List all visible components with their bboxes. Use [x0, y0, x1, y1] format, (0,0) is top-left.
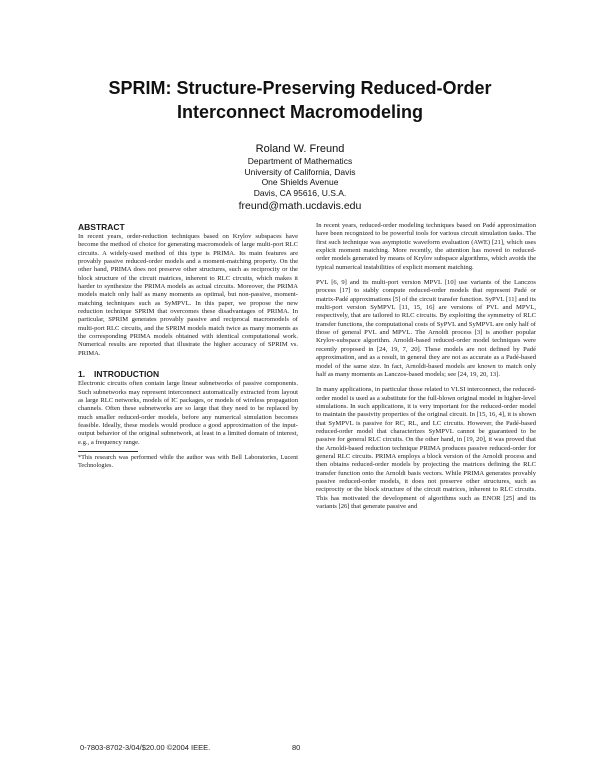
copyright-notice: 0-7803-8702-3/04/$20.00 ©2004 IEEE. [80, 743, 211, 752]
section-number: 1. [78, 369, 86, 380]
abstract-text: In recent years, order-reduction techniques based on Krylov subspaces have become the method of choice for generating macromodels of large multi-port RLC circuits. A widely-used method of this type is PRIMA. Its main features are provably passive reduced-order models and a moment-matching property. On the other hand, PRIMA does not preserve other structures, such as reciprocity or the block structure of the circuit matrices, inherent to RLC circuits, which makes it harder to synthesize the PRIMA models as actual circuits. Moreover, the PRIMA models match only half as many moments as optimal, but non-passive, moment-matching techniques such as SyMPVL. In this paper, we propose the new reduction technique SPRIM that overcomes these disadvantages of PRIMA. In particular, SPRIM generates provably passive and reciprocal macromodels of multi-port RLC circuits, and the SPRIM models match twice as many moments as the corresponding PRIMA models obtained with identical computational work. Numerical results are reported that illustrate the higher accuracy of SPRIM vs. PRIMA. [78, 233, 298, 357]
introduction-heading [78, 369, 298, 379]
author-department: Department of Mathematics [247, 156, 353, 166]
page-number: 80 [292, 743, 301, 752]
author-university: University of California, Davis [244, 166, 356, 177]
author-city: Davis, CA 95616, U.S.A. [253, 187, 347, 198]
author-email: freund@math.ucdavis.edu [238, 200, 362, 212]
author-name: Roland W. Freund [255, 143, 345, 155]
title-line-1: SPRIM: Structure-Preserving Reduced-Order [108, 78, 492, 98]
paragraph-1: In recent years, reduced-order modeling techniques based on Padé approximation have been recognized to be powerful tools for various circuit simulation tasks. The first such technique was asymptotic waveform evaluation (AWE) [21], which uses explicit moment matching. More recently, the attention has moved to reduced-order models generated by means of Krylov subspace algorithms, which avoids the typical numerical instabilities of explicit moment matching. [316, 222, 536, 271]
section-title: INTRODUCTION [94, 369, 160, 380]
footnote-rule [78, 451, 138, 452]
right-column [316, 222, 536, 511]
footnote: *This research was performed while the author was with Bell Laboratories, Lucent Technologies. [78, 453, 298, 469]
author-block [180, 143, 420, 213]
paragraph-2: PVL [6, 9] and its multi-port version MPVL [10] use variants of the Lanczos process [17] to stably compute reduced-order models that represent Padé or matrix-Padé approximations [5] of the circuit transfer function. SyPVL [11] and its multi-port version SyMPVL [11, 15, 16] are versions of PVL and MPVL, respectively, that are tailored to RLC circuits. By exploiting the symmetry of RLC transfer functions, the computational costs of SyPVL and SyMPVL are only half of those of general PVL and MPVL. The Arnoldi process [3] is another popular Krylov-subspace algorithm. Arnoldi-based reduced-order model techniques were recently proposed in [24, 19, 7, 20]. These models are not defined by Padé approximation, and as a result, in general they are not as accurate as a Padé-based model of the same size. In fact, Arnoldi-based models are known to match only half as many moments as Lanczos-based models; see [24, 19, 20, 13]. [316, 279, 536, 378]
author-street: One Shields Avenue [261, 177, 339, 187]
left-column [78, 222, 298, 470]
title-line-2: Interconnect Macromodeling [176, 102, 424, 122]
abstract-heading: ABSTRACT [78, 222, 125, 232]
introduction-text: Electronic circuits often contain large linear subnetworks of passive components. Such subnetworks may represent interconnect automatically extracted from layout as large RLC networks, models of IC packages, or models of wireless propagation channels. Often these subnetworks are so large that they need to be replaced by much smaller reduced-order models, before any numerical simulation becomes feasible. Ideally, these models would produce a good approximation of the input-output behavior of the original subnetwork, at least in a limited domain of interest, e.g., a frequency range. [78, 380, 298, 446]
paragraph-3: In many applications, in particular those related to VLSI interconnect, the reduced-order model is used as a substitute for the full-blown original model in higher-level simulations. In such applications, it is very important for the reduced-order model to maintain the passivity properties of the original circuit. In [15, 16, 4], it is shown that SyMPVL is passive for RC, RL, and LC circuits. However, the Padé-based reduced-order model that characterizes SyMPVL cannot be guaranteed to be passive for general RLC circuits. On the other hand, in [19, 20], it was proved that the Arnoldi-based reduction technique PRIMA produces passive reduced-order for general RLC circuits. PRIMA employs a block version of the Arnoldi process and then obtains reduced-order models by projecting the matrices defining the RLC transfer function onto the Arnoldi basis vectors. While PRIMA generates provably passive reduced-order models, it does not preserve other structures, such as reciprocity or the block structure of the circuit matrices, inherent to RLC circuits. This has motivated the development of algorithms such as ENOR [25] and its variants [26] that generate passive and [316, 386, 536, 510]
